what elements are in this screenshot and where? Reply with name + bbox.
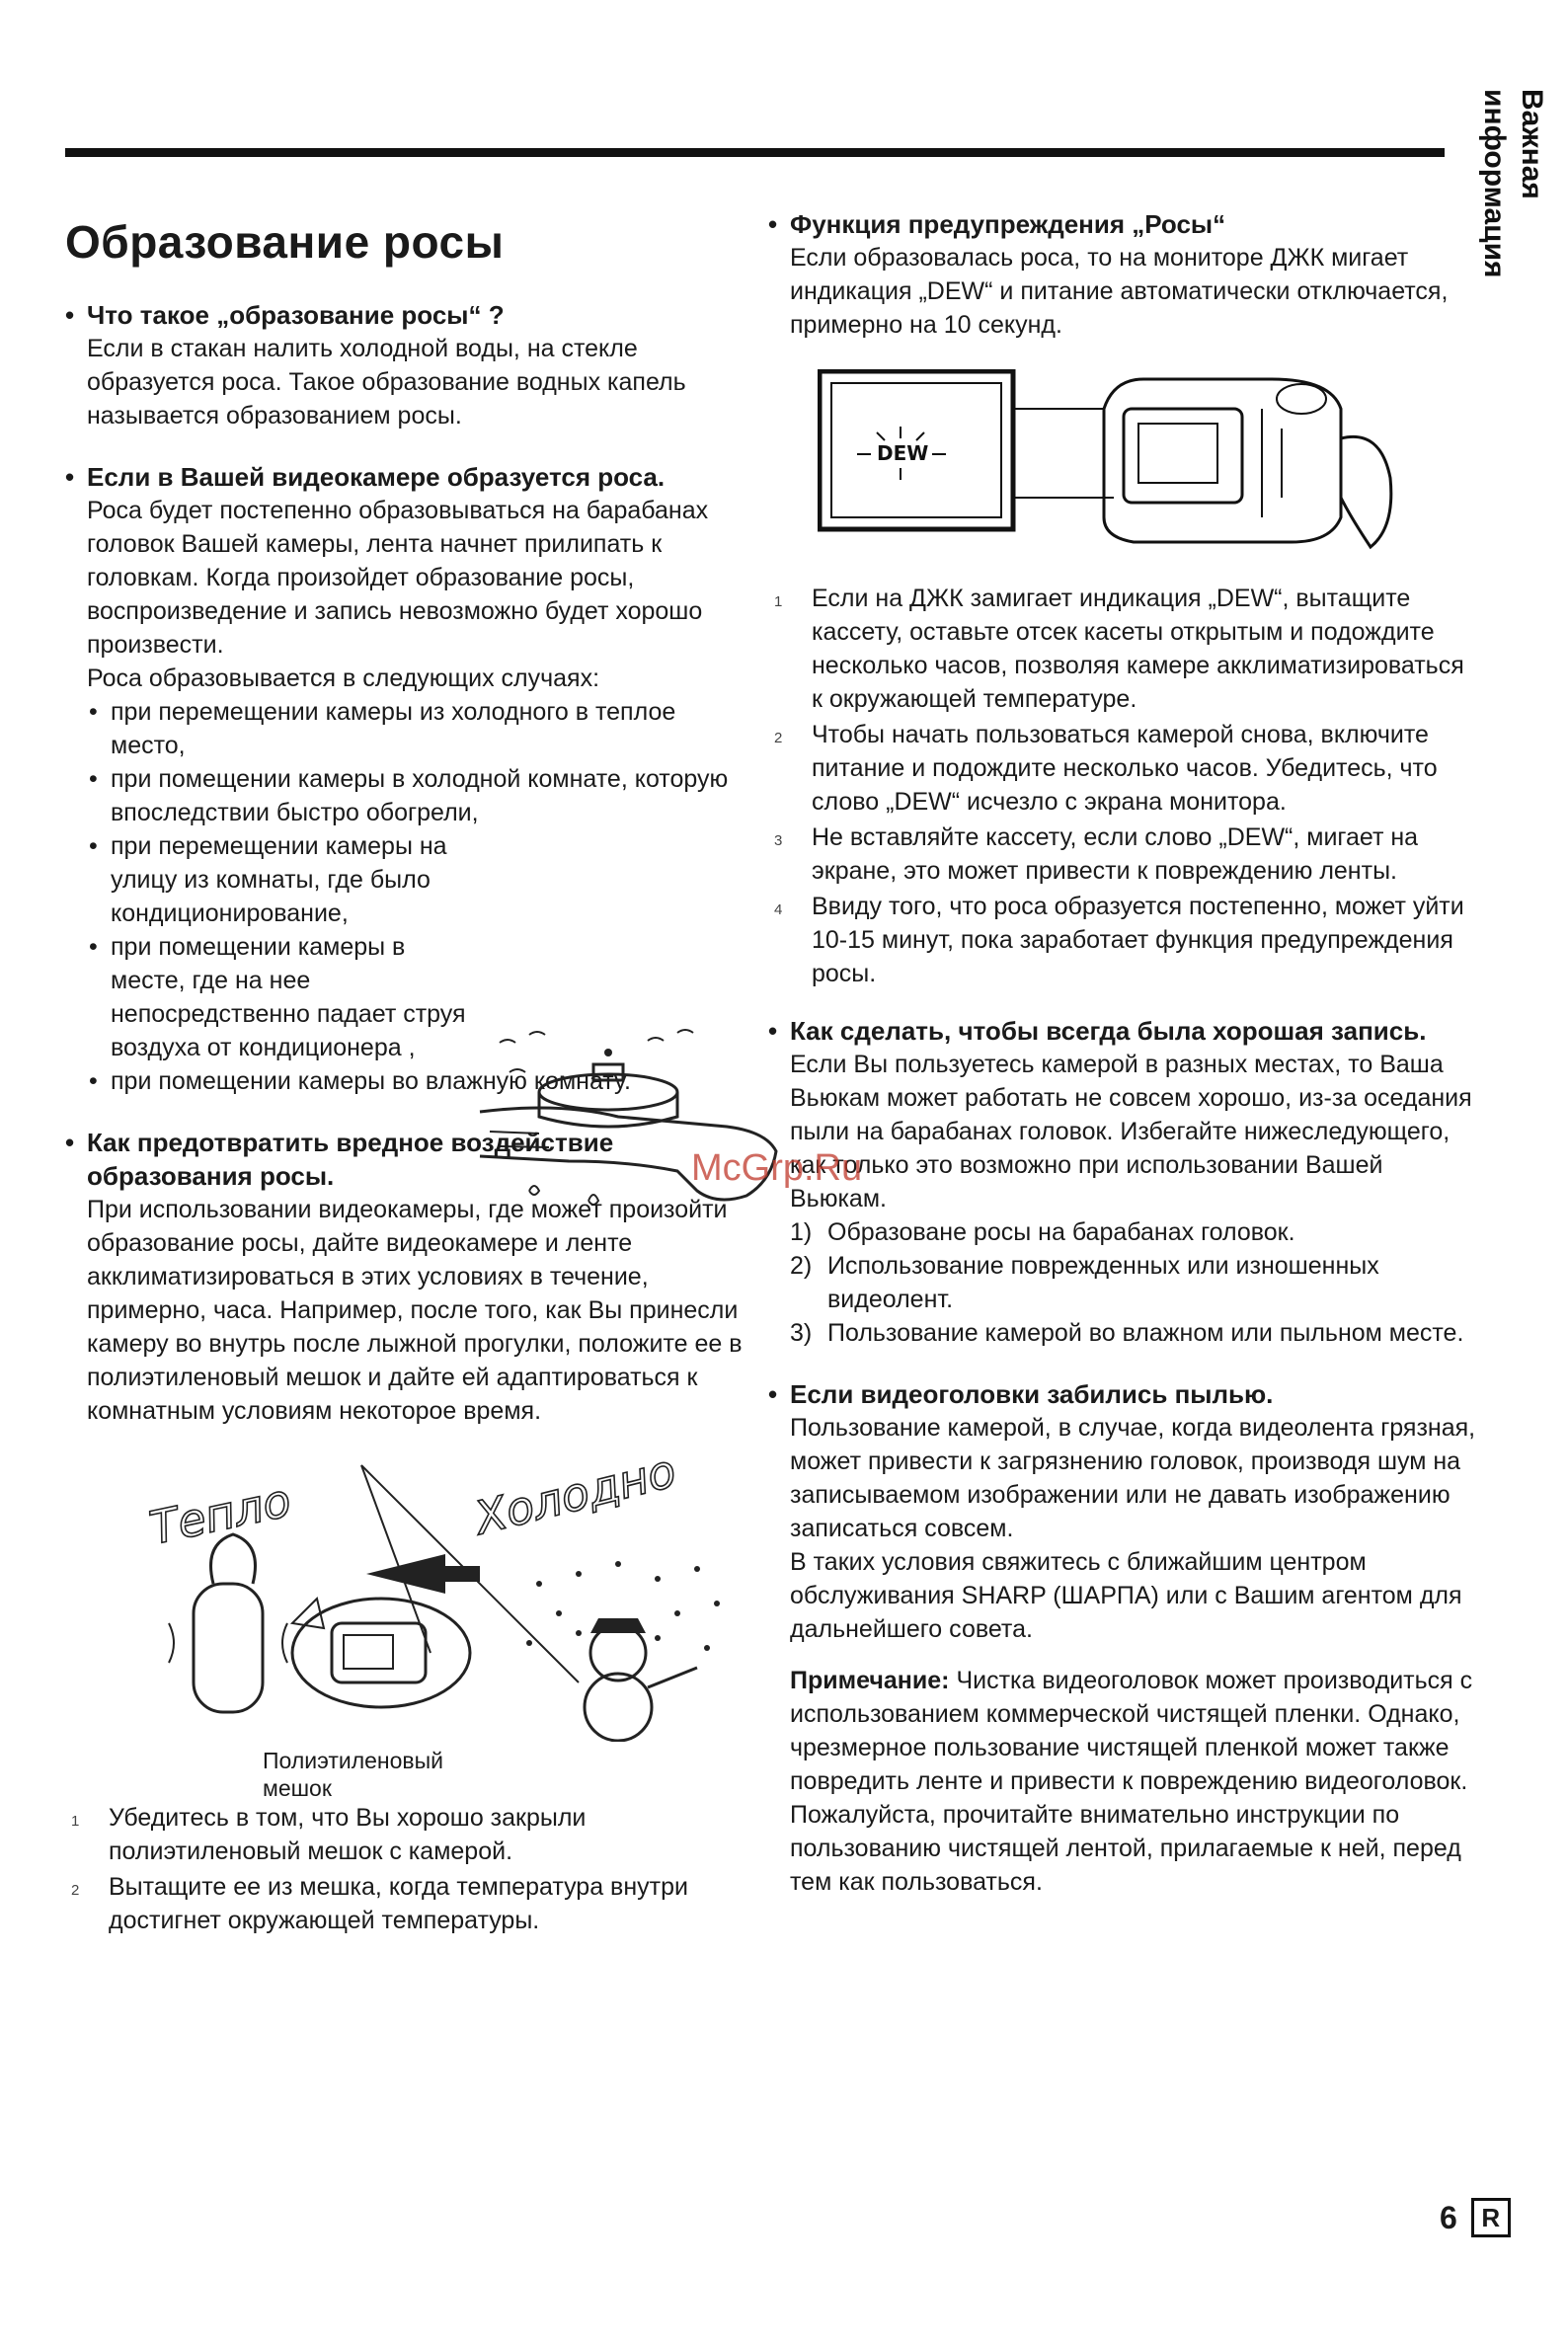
step-item [65, 1801, 746, 1868]
list-item: • при перемещении камеры на улицу из комнаты, где было кондиционирование, [87, 829, 476, 930]
step-number: 3 [774, 832, 783, 849]
list-item [790, 1249, 1479, 1316]
bag-steps [65, 1801, 746, 1937]
note [768, 1664, 1479, 1899]
avoid-list [768, 1215, 1479, 1350]
step-item [768, 821, 1479, 888]
step-number: 2 [71, 1882, 80, 1899]
section-tab: Важная информация [1478, 89, 1548, 278]
section-body: Если в стакан налить холодной воды, на стекле образуется роса. Такое образование водных капель называется образованием росы. [87, 335, 686, 430]
page-number-value: 6 [1440, 2199, 1457, 2235]
warm-label: Тепло [145, 1472, 296, 1555]
list-item: • при перемещении камеры из холодного в теплое место, [87, 695, 746, 762]
section-body: Если Вы пользуетесь камерой в разных местах, то Ваша Вьюкам может работать не совсем хорошо, из-за оседания пыли на барабанах головок. Избегайте нижеследующего, как только это возможно при использовании Вашей Вьюкам. [790, 1051, 1472, 1212]
dew-steps [768, 582, 1479, 990]
note-label: Примечание: [790, 1667, 950, 1694]
item-number: 2) [790, 1252, 813, 1280]
step-text: Если на ДЖК замигает индикация „DEW“, вытащите кассету, оставьте отсек касеты открытым и подождите несколько часов, позволяя камере акклиматизироваться к окружающей температуре. [812, 585, 1464, 713]
item-text: Образоване росы на барабанах головок. [827, 1218, 1295, 1246]
section-body: Роса образовывается в следующих случаях: [87, 665, 600, 692]
step-item [65, 1870, 746, 1937]
page-title: Образование росы [65, 216, 505, 268]
step-item [768, 582, 1479, 716]
step-text: Убедитесь в том, что Вы хорошо закрыли полиэтиленовый мешок с камерой. [109, 1804, 587, 1865]
section-body: В таких условия свяжитесь с ближайшим центром обслуживания SHARP (ШАРПА) или с Вашим агентом для дальнейшего совета. [790, 1548, 1462, 1643]
left-column [65, 207, 746, 1939]
page-number [1440, 2198, 1511, 2237]
item-number: 3) [790, 1319, 813, 1347]
step-number: 1 [774, 593, 783, 610]
section-heading: • Что такое „образование росы“ ? [65, 298, 746, 332]
step-text: Вытащите ее из мешка, когда температура внутри достигнет окружающей температуры. [109, 1873, 688, 1934]
cold-label: Холодно [469, 1455, 681, 1545]
region-badge: R [1471, 2198, 1511, 2237]
note-text: Чистка видеоголовок может производиться с использованием коммерческой чистящей пленки. Однако, чрезмерное пользование чистящей пленкой может также повредить ленте и привести к повреждению видеоголовок. Пожалуйста, прочитайте внимательно инструкции по пользованию чистящей лентой, прилагаемые к ней, перед тем как пользоваться. [790, 1667, 1473, 1896]
section-prevent-dew [65, 1126, 746, 1428]
section-what-is-dew [65, 298, 746, 432]
section-body: Если образовалась роса, то на мониторе ДЖК мигает индикация „DEW“ и питание автоматически отключается, примерно на 10 секунд. [790, 244, 1449, 339]
step-number: 4 [774, 901, 783, 918]
step-item [768, 718, 1479, 819]
section-heading: • Если видеоголовки забились пылью. [768, 1377, 1479, 1411]
section-heading: • Как предотвратить вредное воздействие образования росы. [65, 1126, 746, 1193]
warm-cold-drawing [65, 1455, 746, 1742]
bag-caption: Полиэтиленовый мешок [263, 1748, 444, 1801]
item-number: 1) [790, 1218, 813, 1246]
section-dew-in-camera [65, 460, 746, 1098]
section-good-recording [768, 1014, 1479, 1350]
item-text: Использование поврежденных или изношенных видеолент. [827, 1252, 1379, 1313]
watermark: McGrp.Ru [691, 1147, 863, 1189]
section-heading: • Функция предупреждения „Росы“ [768, 207, 1479, 241]
section-body: Роса будет постепенно образовываться на барабанах головок Вашей камеры, лента начнет прилипать к головкам. Когда произойдет образование росы, воспроизведение и запись невозможно будет хорошо произвести. [87, 497, 709, 659]
step-text: Ввиду того, что роса образуется постепенно, может уйти 10-15 минут, пока заработает функция предупреждения росы. [812, 893, 1464, 987]
step-number: 1 [71, 1813, 80, 1830]
section-body: При использовании видеокамеры, где может произойти образование росы, дайте видеокамере и ленте акклиматизироваться в этих условиях в течение, примерно, часа. Например, после того, как Вы принесли камеру во внутрь после лыжной прогулки, положите ее в полиэтиленовый мешок и дайте ей адаптироваться к комнатным условиям некоторое время. [87, 1196, 743, 1425]
section-dew-warning [768, 207, 1479, 342]
section-dirty-heads [768, 1377, 1479, 1899]
top-rule [65, 148, 1445, 157]
right-column [768, 207, 1479, 1926]
section-heading: • Если в Вашей видеокамере образуется роса. [65, 460, 746, 494]
item-text: Пользование камерой во влажном или пыльном месте. [827, 1319, 1464, 1347]
step-number: 2 [774, 730, 783, 746]
dew-indicator: DEW [877, 441, 929, 465]
step-text: Не вставляйте кассету, если слово „DEW“, мигает на экране, это может привести к повреждению ленты. [812, 823, 1419, 885]
list-item: • при помещении камеры во влажную комнату. [87, 1064, 746, 1098]
step-item [768, 890, 1479, 990]
dew-monitor-illustration [818, 369, 1410, 567]
list-item: • при помещении камеры в месте, где на нее непосредственно падает струя воздуха от кондиционера , [87, 930, 476, 1064]
list-item [790, 1316, 1479, 1350]
list-item: • при помещении камеры в холодной комнате, которую впоследствии быстро обогрели, [87, 762, 746, 829]
section-heading: • Как сделать, чтобы всегда была хорошая запись. [768, 1014, 1479, 1048]
list-item [790, 1215, 1479, 1249]
step-text: Чтобы начать пользоваться камерой снова, включите питание и подождите несколько часов. Убедитесь, что слово „DEW“ исчезло с экрана монитора. [812, 721, 1438, 816]
warm-cold-illustration [65, 1455, 746, 1801]
section-body: Пользование камерой, в случае, когда видеолента грязная, может привести к загрязнению головок, производя шум на записываемом изображении или не давать изображению записаться совсем. [790, 1414, 1476, 1542]
